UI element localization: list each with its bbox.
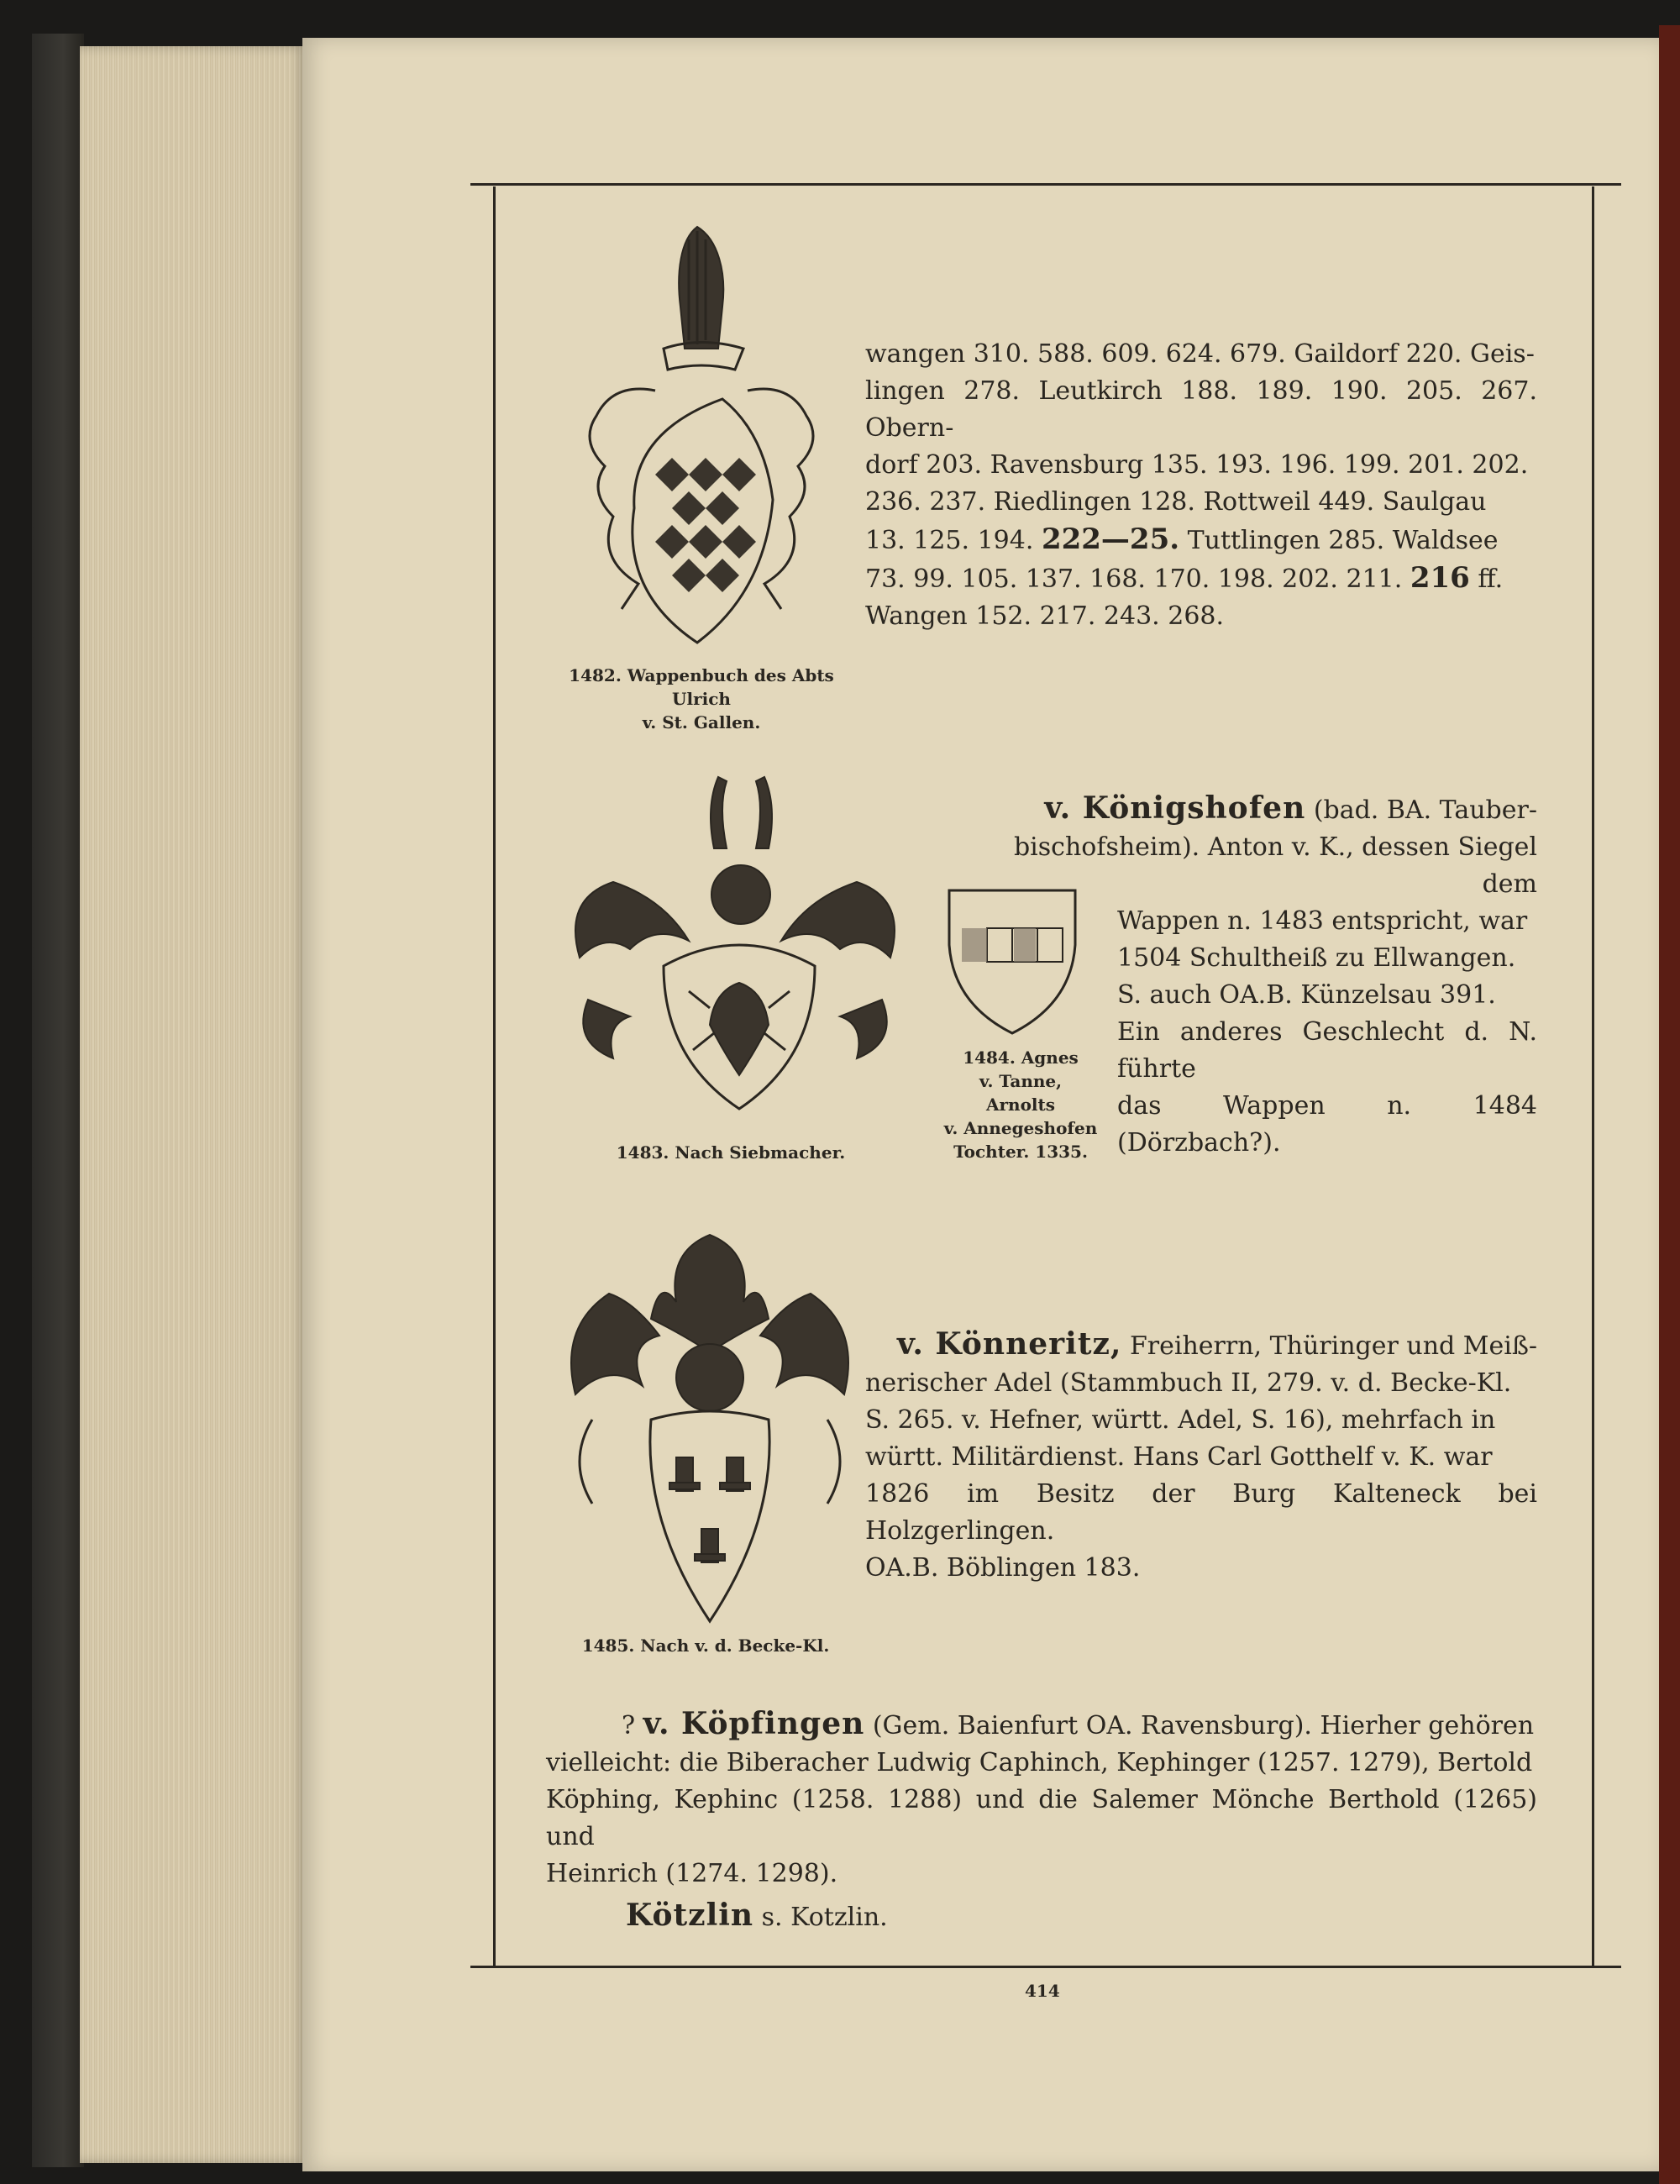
caption-line: 1482. Wappenbuch des Abts Ulrich <box>569 665 834 709</box>
caption-line: 1484. Agnes <box>963 1047 1079 1068</box>
text-run: ? <box>622 1711 636 1740</box>
figure-caption-1485 <box>554 1634 857 1657</box>
text-line <box>546 1705 1537 1745</box>
text-line: S. auch OA.B. Künzelsau 391. <box>1117 980 1496 1010</box>
figure-caption-1482 <box>538 664 865 734</box>
text-line: bischofsheim). Anton v. K., dessen Siegel dem <box>1013 832 1537 899</box>
coat-of-arms-1485 <box>559 1226 861 1630</box>
caption-line: 1483. Nach Siebmacher. <box>616 1142 846 1163</box>
text-line: 1826 im Besitz der Burg Kalteneck bei Holzgerlingen. <box>865 1479 1537 1546</box>
text-run: Freiherrn, Thüringer und Meiß- <box>1129 1331 1537 1361</box>
book-binding-edge <box>1659 25 1680 2184</box>
bold-number: 216 <box>1410 561 1470 595</box>
text-run: 13. 125. 194. <box>865 526 1034 555</box>
caption-line: 1485. Nach v. d. Becke-Kl. <box>581 1635 830 1656</box>
text-line: wangen 310. 588. 609. 624. 679. Gaildorf 220. Geis- <box>865 339 1535 369</box>
entry-heading: Kötzlin <box>626 1898 754 1933</box>
text-line: dorf 203. Ravensburg 135. 193. 196. 199. 201. 202. <box>865 450 1529 480</box>
page-number: 414 <box>1025 1981 1060 2001</box>
entry-koenneritz <box>865 1326 1537 1587</box>
text-line <box>865 1326 1537 1365</box>
text-run: ff. <box>1478 564 1504 594</box>
bold-number: 222—25. <box>1041 522 1180 556</box>
text-line <box>865 521 1537 559</box>
text-line: 236. 237. Riedlingen 128. Rottweil 449. Saulgau <box>865 487 1487 517</box>
text-line: OA.B. Böblingen 183. <box>865 1553 1141 1583</box>
caption-line: v. Annegeshofen <box>943 1118 1098 1138</box>
text-line <box>966 790 1537 829</box>
text-line: 1504 Schultheiß zu Ellwangen. <box>1117 943 1516 973</box>
text-line: vielleicht: die Biberacher Ludwig Caphinch, Kephinger (1257. 1279), Bertold <box>546 1748 1533 1777</box>
coat-of-arms-1483 <box>563 773 907 1126</box>
entry-heading: v. Köpfingen <box>643 1706 865 1741</box>
entry-koepfingen <box>546 1705 1537 1893</box>
text-line: lingen 278. Leutkirch 188. 189. 190. 205. 267. Obern- <box>865 376 1537 443</box>
text-line: Köphing, Kephinc (1258. 1288) und die Salemer Mönche Berthold (1265) und <box>546 1785 1537 1851</box>
text-run: s. Kotzlin. <box>761 1903 888 1932</box>
caption-line: Arnolts <box>985 1095 1056 1115</box>
figure-caption-1483 <box>554 1141 907 1164</box>
text-line: Ein anderes Geschlecht d. N. führte <box>1117 1017 1537 1084</box>
entry-heading: v. Königshofen <box>1044 790 1306 826</box>
caption-line: Tochter. 1335. <box>953 1142 1088 1162</box>
text-run: 73. 99. 105. 137. 168. 170. 198. 202. 211. <box>865 564 1403 594</box>
bottom-rule <box>470 1966 1621 1968</box>
text-line: Wangen 152. 217. 243. 268. <box>865 601 1225 631</box>
entry-heading: v. Könneritz, <box>897 1326 1122 1362</box>
caption-line: v. Tanne, <box>979 1071 1063 1091</box>
page-stack-edge <box>80 46 307 2163</box>
caption-line: v. St. Gallen. <box>642 712 761 732</box>
text-line: das Wappen n. 1484 (Dörzbach?). <box>1117 1091 1537 1158</box>
book-cover-edge <box>32 34 84 2167</box>
text-run: (Gem. Baienfurt OA. Ravensburg). Hierher gehören <box>872 1711 1535 1740</box>
entry-continued-text <box>865 336 1537 635</box>
text-run: (bad. BA. Tauber- <box>1313 795 1537 825</box>
text-line: württ. Militärdienst. Hans Carl Gotthelf v. K. war <box>865 1442 1493 1472</box>
text-line: Wappen n. 1483 entspricht, war <box>1117 906 1528 936</box>
text-line: S. 265. v. Hefner, württ. Adel, S. 16), mehrfach in <box>865 1405 1496 1435</box>
text-run: Tuttlingen 285. Waldsee <box>1187 526 1499 555</box>
text-line <box>865 559 1537 598</box>
top-rule <box>470 183 1621 186</box>
entry-koetzlin <box>626 1897 1046 1936</box>
text-line: nerischer Adel (Stammbuch II, 279. v. d. Becke-Kl. <box>865 1368 1512 1398</box>
coat-of-arms-1482 <box>563 223 840 659</box>
text-line: Heinrich (1274. 1298). <box>546 1859 838 1888</box>
entry-koenigshofen <box>966 790 1537 1162</box>
